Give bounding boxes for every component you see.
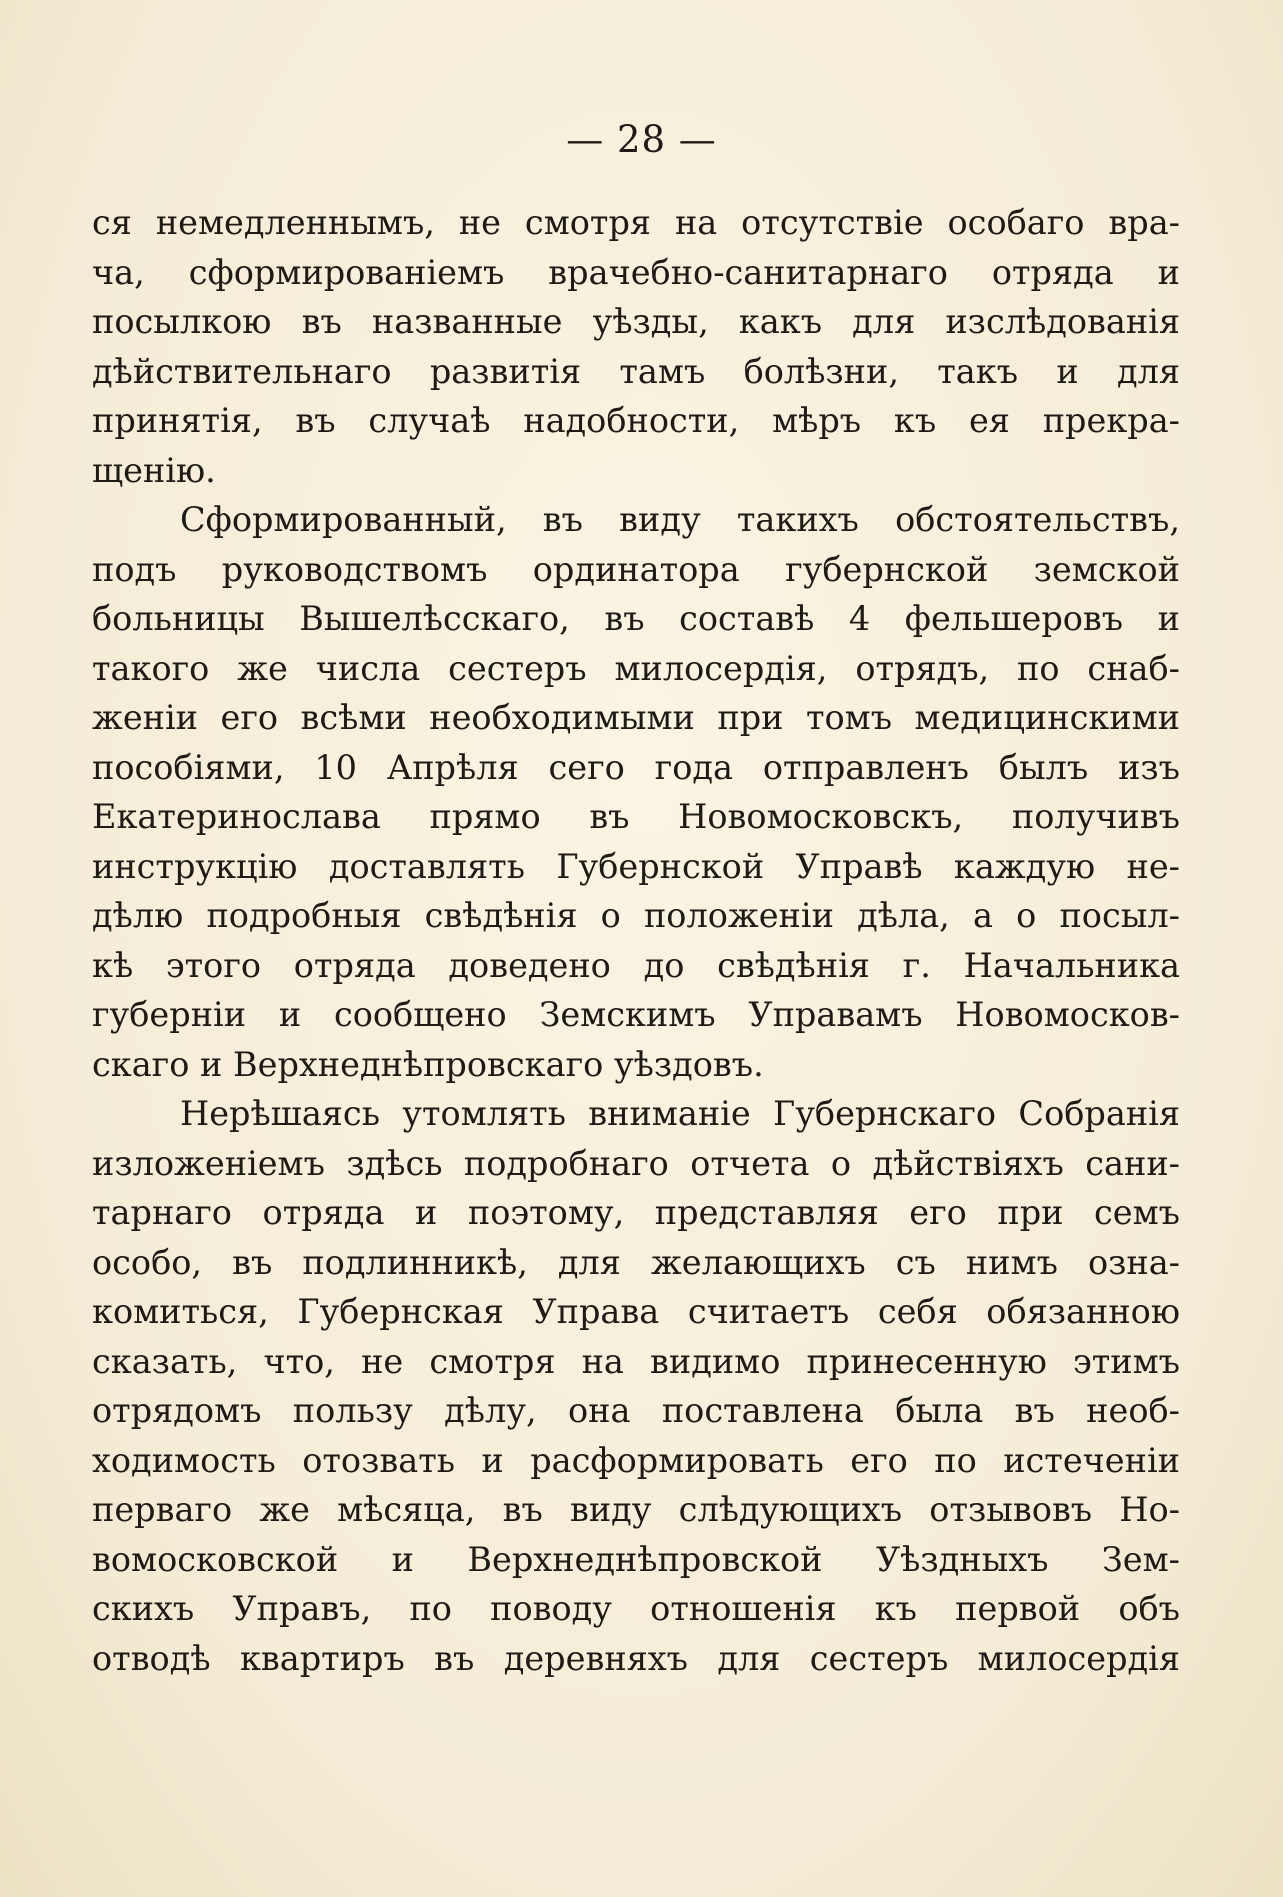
text-line: дѣйствительнаго развитія тамъ болѣзни, такъ и для bbox=[92, 351, 1180, 391]
text-line: скаго и Верхнеднѣпровскаго уѣздовъ. bbox=[92, 1044, 764, 1084]
text-line: инструкцію доставлять Губернской Управѣ каждую не- bbox=[92, 846, 1180, 886]
text-line: скихъ Управъ, по поводу отношенія къ первой объ bbox=[92, 1589, 1180, 1628]
text-line: посылкою въ названные уѣзды, какъ для изслѣдованія bbox=[92, 302, 1180, 341]
text-line: перваго же мѣсяца, въ виду слѣдующихъ отзывовъ Но- bbox=[92, 1490, 1180, 1529]
text-line: сказать, что, не смотря на видимо принесенную этимъ bbox=[92, 1341, 1180, 1381]
text-line: отводѣ квартиръ въ деревняхъ для сестеръ милосердія bbox=[92, 1638, 1180, 1678]
text-line: ходимость отозвать и расформировать его по истеченіи bbox=[92, 1440, 1180, 1480]
text-line: такого же числа сестеръ милосердія, отрядъ, по снаб- bbox=[92, 648, 1180, 688]
page-number: — 28 — bbox=[566, 118, 717, 161]
text-line: изложеніемъ здѣсь подробнаго отчета о дѣйствіяхъ сани- bbox=[92, 1143, 1180, 1183]
text-line: губерніи и сообщено Земскимъ Управамъ Новомосков- bbox=[92, 995, 1180, 1034]
text-line: отрядомъ пользу дѣлу, она поставлена была въ необ- bbox=[92, 1391, 1180, 1430]
text-line: подъ руководствомъ ординатора губернской земской bbox=[92, 549, 1180, 589]
text-line: комиться, Губернская Управа считаетъ себя обязанною bbox=[92, 1292, 1180, 1331]
text-line: Нерѣшаясь утомлять вниманіе Губернскаго Собранія bbox=[180, 1094, 1180, 1133]
text-line: кѣ этого отряда доведено до свѣдѣнія г. Начальника bbox=[92, 945, 1180, 985]
text-line: больницы Вышелѣсскаго, въ составѣ 4 фельшеровъ и bbox=[92, 599, 1180, 638]
text-line: Сформированный, въ виду такихъ обстоятельствъ, bbox=[180, 500, 1180, 539]
text-line: вомосковской и Верхнеднѣпровской Уѣздныхъ Зем- bbox=[92, 1539, 1180, 1579]
text-line: тарнаго отряда и поэтому, представляя его при семъ bbox=[92, 1193, 1180, 1232]
text-line: Екатеринослава прямо въ Новомосковскъ, получивъ bbox=[92, 797, 1180, 836]
text-line: щенію. bbox=[92, 450, 216, 490]
text-line: ча, сформированіемъ врачебно-санитарнаго отряда и bbox=[92, 252, 1180, 292]
text-line: дѣлю подробныя свѣдѣнія о положеніи дѣла, а о посыл- bbox=[92, 896, 1180, 935]
text-line: пособіями, 10 Апрѣля сего года отправленъ былъ изъ bbox=[92, 747, 1180, 787]
text-line: ся немедленнымъ, не смотря на отсутствіе особаго вра- bbox=[92, 203, 1180, 242]
body-text bbox=[92, 198, 1180, 1683]
text-line: особо, въ подлинникѣ, для желающихъ съ нимъ озна- bbox=[92, 1242, 1180, 1282]
text-line: женіи его всѣми необходимыми при томъ медицинскими bbox=[92, 698, 1180, 737]
text-line: принятія, въ случаѣ надобности, мѣръ къ ея прекра- bbox=[92, 401, 1180, 440]
